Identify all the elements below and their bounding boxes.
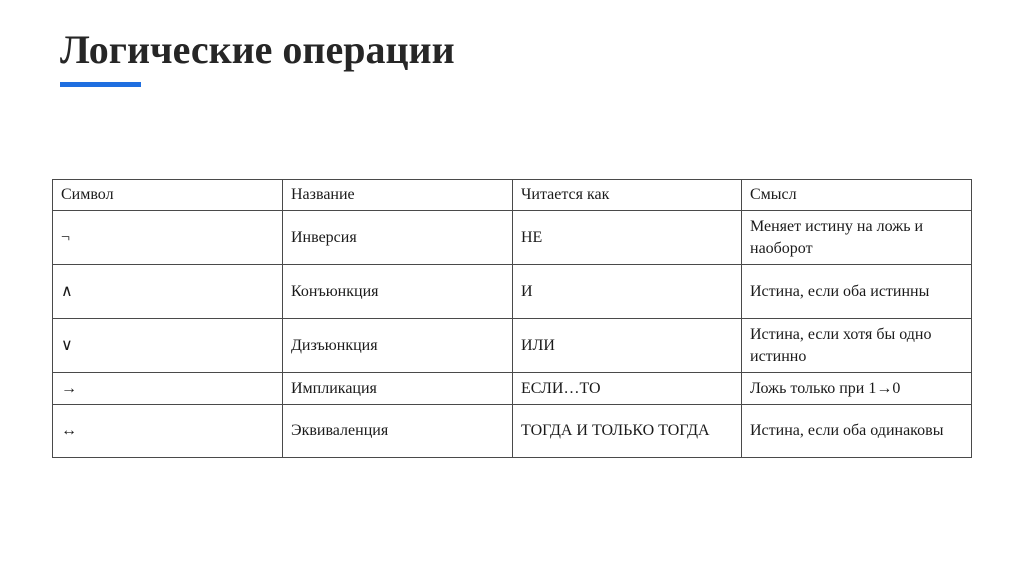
title-accent-underline <box>60 82 141 87</box>
cell-meaning: Истина, если оба истинны <box>742 265 972 319</box>
table-row <box>53 211 972 265</box>
cell-name: Инверсия <box>283 211 513 265</box>
cell-reads-as: ЕСЛИ…ТО <box>513 373 742 405</box>
slide-title: Логические операции <box>60 27 455 72</box>
table-header-row <box>53 180 972 211</box>
table-row <box>53 405 972 458</box>
header-meaning: Смысл <box>742 180 972 211</box>
cell-name: Конъюнкция <box>283 265 513 319</box>
cell-meaning: Меняет истину на ложь и наоборот <box>742 211 972 265</box>
cell-name: Эквиваленция <box>283 405 513 458</box>
cell-symbol: ↔ <box>53 405 283 458</box>
cell-reads-as: ИЛИ <box>513 319 742 373</box>
cell-reads-as: НЕ <box>513 211 742 265</box>
cell-name: Импликация <box>283 373 513 405</box>
cell-meaning: Истина, если оба одинаковы <box>742 405 972 458</box>
cell-reads-as: ТОГДА И ТОЛЬКО ТОГДА <box>513 405 742 458</box>
header-symbol: Символ <box>53 180 283 211</box>
table-row <box>53 265 972 319</box>
cell-meaning: Ложь только при 1→0 <box>742 373 972 405</box>
cell-symbol: ¬ <box>53 211 283 265</box>
cell-symbol: ∧ <box>53 265 283 319</box>
table-row <box>53 319 972 373</box>
header-name: Название <box>283 180 513 211</box>
cell-symbol: → <box>53 373 283 405</box>
cell-reads-as: И <box>513 265 742 319</box>
table-row <box>53 373 972 405</box>
cell-meaning: Истина, если хотя бы одно истинно <box>742 319 972 373</box>
logic-operations-table <box>52 179 972 458</box>
cell-symbol: ∨ <box>53 319 283 373</box>
header-reads-as: Читается как <box>513 180 742 211</box>
cell-name: Дизъюнкция <box>283 319 513 373</box>
